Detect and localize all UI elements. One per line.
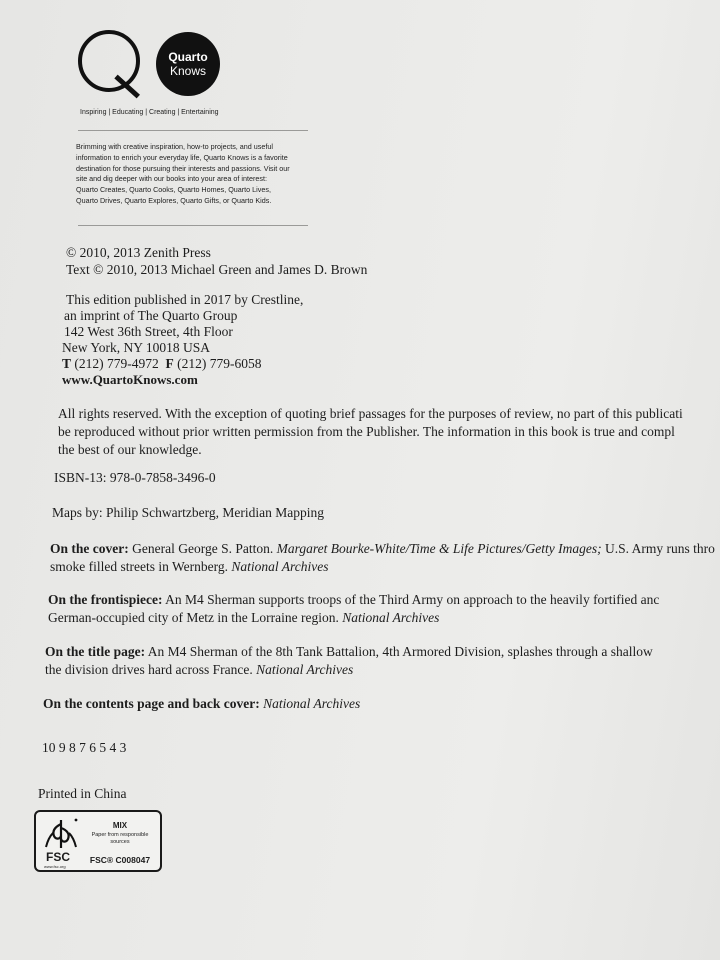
copyright-line: © 2010, 2013 Zenith Press (66, 245, 211, 260)
isbn: ISBN-13: 978-0-7858-3496-0 (54, 470, 216, 485)
credit-text: General George S. Patton. (128, 541, 277, 556)
copyright-line: Text © 2010, 2013 Michael Green and James D. Brown (66, 262, 368, 277)
fsc-mix: MIX (112, 821, 128, 830)
phone-label: T (62, 356, 72, 371)
q-logo-ring (78, 30, 140, 92)
printing-line: 10 9 8 7 6 5 4 3 (42, 740, 127, 755)
credit-text: the division drives hard across France. (45, 662, 257, 677)
credit-text: An M4 Sherman of the 8th Tank Battalion, 4th Armored Division, splashes through a shallow (145, 644, 653, 659)
credit-contents (43, 695, 360, 713)
divider-top (78, 130, 308, 131)
quarto-knows-logo (78, 30, 228, 96)
fsc-code: FSC® C008047 (89, 855, 151, 865)
credit-text: smoke filled streets in Wernberg. (50, 559, 232, 574)
blurb-line: site and dig deeper with our books into your area of interest: (76, 174, 267, 184)
divider-bottom (78, 225, 308, 226)
rights-line: All rights reserved. With the exception of quoting brief passages for the purposes of review, no part of this publicati (58, 406, 683, 421)
quarto-knows-badge (156, 32, 220, 96)
blurb-line: Quarto Drives, Quarto Explores, Quarto Gifts, or Quarto Kids. (76, 195, 272, 205)
credit-text: An M4 Sherman supports troops of the Third Army on approach to the heavily fortified anc (162, 592, 660, 607)
tagline: Inspiring | Educating | Creating | Entertaining (80, 109, 219, 116)
credit-source: National Archives (342, 610, 440, 625)
fsc-tree-icon (43, 817, 79, 851)
blurb-line: information to enrich your everyday life, Quarto Knows is a favorite (76, 152, 288, 162)
credit-source: National Archives (256, 662, 354, 677)
printed-in: Printed in China (38, 786, 127, 801)
phone-number: (212) 779-4972 (74, 356, 159, 371)
rights-line: the best of our knowledge. (58, 442, 202, 457)
credit-source: Margaret Bourke-White/Time & Life Pictures/Getty Images; (276, 541, 602, 556)
credit-label: On the title page: (45, 644, 146, 659)
publisher-line: This edition published in 2017 by Crestline, (66, 292, 304, 307)
fax-label: F (165, 356, 174, 371)
fax-number: (212) 779-6058 (177, 356, 262, 371)
credit-cover (50, 540, 715, 576)
publisher-line: New York, NY 10018 USA (62, 340, 211, 355)
rights-line: be reproduced without prior written permission from the Publisher. The information in this book is true and compl (58, 424, 675, 439)
blurb-line: Brimming with creative inspiration, how-to projects, and useful (76, 142, 273, 151)
credit-label: On the frontispiece: (48, 592, 163, 607)
logo-line-quarto: Quarto (168, 50, 208, 64)
credit-label: On the cover: (50, 541, 129, 556)
fsc-url: www.fsc.org (44, 864, 66, 869)
publisher-line: an imprint of The Quarto Group (64, 308, 238, 323)
phone-fax-line (62, 356, 262, 372)
fsc-paper-note: Paper from responsible sources (91, 832, 149, 845)
blurb-line: Quarto Creates, Quarto Cooks, Quarto Homes, Quarto Lives, (76, 185, 271, 195)
credit-text: German-occupied city of Metz in the Lorraine region. (48, 610, 343, 625)
quarto-blurb (76, 142, 312, 207)
credit-source: National Archives (259, 696, 361, 711)
credit-text: U.S. Army runs thro (601, 541, 715, 556)
maps-credit: Maps by: Philip Schwartzberg, Meridian Mapping (52, 505, 324, 520)
fsc-certification-badge (34, 810, 162, 872)
publisher-line: 142 West 36th Street, 4th Floor (64, 324, 233, 339)
fsc-word: FSC (46, 850, 70, 864)
credit-title-page (45, 643, 653, 679)
credit-source: National Archives (231, 559, 329, 574)
credit-frontispiece (48, 591, 659, 627)
blurb-line: destination for those pursuing their interests and passions. Visit our (76, 163, 290, 173)
rights-paragraph (58, 405, 683, 459)
logo-line-knows: Knows (169, 64, 207, 78)
website: www.QuartoKnows.com (62, 372, 198, 387)
credit-label: On the contents page and back cover: (43, 696, 260, 711)
